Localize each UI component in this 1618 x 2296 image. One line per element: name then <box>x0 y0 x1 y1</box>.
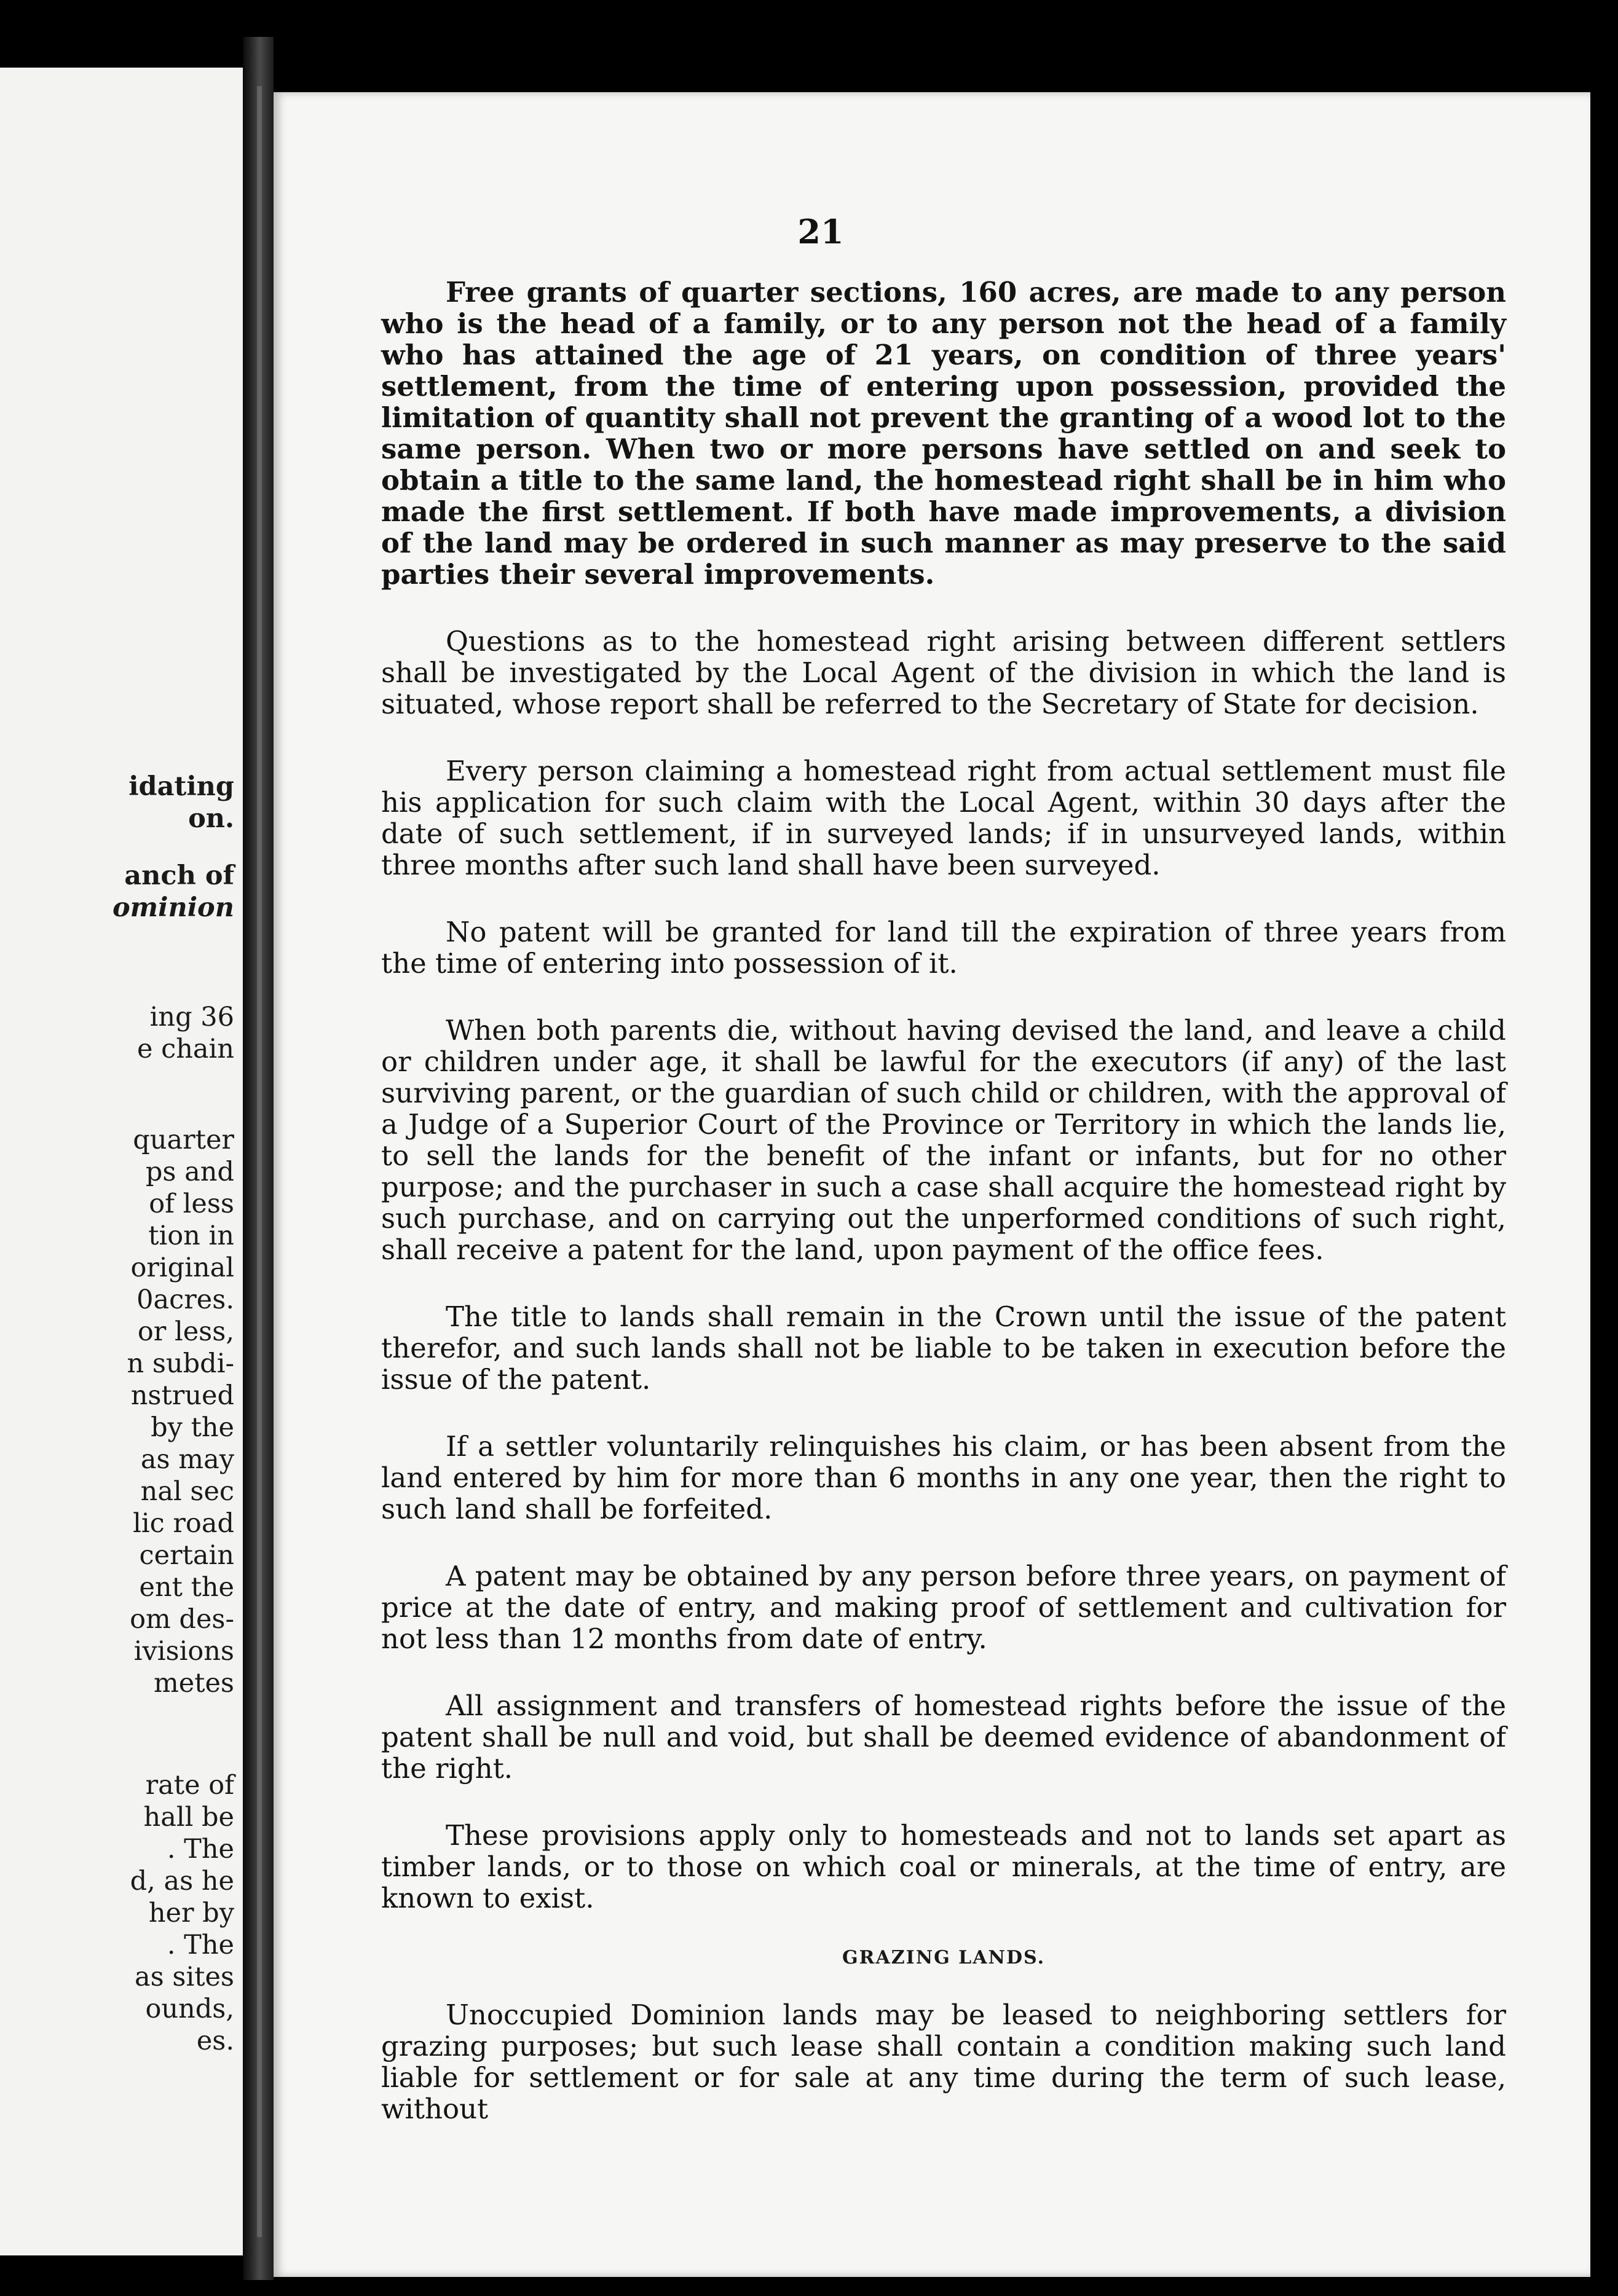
left-fragment: original <box>130 1252 234 1283</box>
left-fragment: metes <box>153 1668 234 1699</box>
left-fragment: . The <box>167 1930 234 1960</box>
paragraph-provisions: These provisions apply only to homesteads and not to lands set apart as timber lands, or to those on which coal or minerals, at the time of entry, are known to exist. <box>381 1819 1506 1914</box>
left-fragment: om des- <box>130 1604 234 1635</box>
page-body <box>381 277 1506 2160</box>
section-heading: GRAZING LANDS. <box>842 1947 1046 1968</box>
paragraph-grazing: Unoccupied Dominion lands may be leased to neighboring settlers for grazing purposes; but such lease shall contain a condition making such land liable for settlement or for sale at any time during the term of such lease, without <box>381 1999 1506 2125</box>
left-fragment: 0acres. <box>136 1284 234 1315</box>
left-fragment: tion in <box>148 1221 234 1251</box>
left-fragment: e chain <box>137 1034 234 1064</box>
paragraph-title-crown: The title to lands shall remain in the Crown until the issue of the patent therefor, and such lands shall not be liable to be taken in execution before the issue of the patent. <box>381 1300 1506 1396</box>
left-fragment: d, as he <box>130 1866 234 1897</box>
paragraph-claiming: Every person claiming a homestead right from actual settlement must file his application for such claim with the Local Agent, within 30 days after the date of such settlement, if in surveyed lands; if in unsurveyed lands, within three months after such land shall have been surveyed. <box>381 755 1506 881</box>
page-number: 21 <box>797 212 844 251</box>
left-fragment: or less, <box>137 1316 234 1347</box>
paragraph-parents: When both parents die, without having devised the land, and leave a child or children under age, it shall be lawful for the executors (if any) of the last surviving parent, or the guardian of such child or children, with the approval of a Judge of a Superior Court of the Province or Territory in which the lands lie, to sell the lands for the benefit of the infant or infants, but for no other purpose; and the purchaser in such a case shall acquire the homestead right by such purchase, and on carrying out the unperformed conditions of such right, shall receive a patent for the land, upon payment of the office fees. <box>381 1014 1506 1266</box>
binding-edge <box>257 86 262 2237</box>
left-fragment: nstrued <box>130 1380 234 1411</box>
left-fragment: as sites <box>135 1962 234 1992</box>
left-fragment: ing 36 <box>149 1002 234 1032</box>
left-fragment: anch of <box>124 860 234 891</box>
left-fragment: idating <box>128 771 234 802</box>
left-fragment: quarter <box>133 1125 234 1155</box>
left-fragment: . The <box>167 1834 234 1865</box>
paragraph-questions: Questions as to the homestead right arising between different settlers shall be investigated by the Local Agent of the division in which the land is situated, whose report shall be referred to the Secretary of State for decision. <box>381 625 1506 720</box>
left-fragment: nal sec <box>140 1476 234 1507</box>
left-fragment: certain <box>139 1540 234 1571</box>
left-fragment: of less <box>149 1189 234 1219</box>
left-facing-page <box>0 68 243 2255</box>
left-fragment: n subdi- <box>127 1348 234 1379</box>
left-fragment: ent the <box>139 1572 234 1603</box>
left-fragment: ominion <box>112 892 234 923</box>
paragraph-relinquish: If a settler voluntarily relinquishes his claim, or has been absent from the land entered by him for more than 6 months in any one year, then the right to such land shall be forfeited. <box>381 1430 1506 1525</box>
main-page <box>274 92 1590 2277</box>
left-fragment: lic road <box>133 1508 234 1539</box>
left-fragment: ounds, <box>145 1994 234 2024</box>
left-fragment: as may <box>140 1444 234 1475</box>
paragraph-patent-obtained: A patent may be obtained by any person before three years, on payment of price at the date of entry, and making proof of settlement and cultivation for not less than 12 months from date of entry. <box>381 1560 1506 1655</box>
left-fragment: her by <box>148 1898 234 1928</box>
paragraph-assignment: All assignment and transfers of homestead rights before the issue of the patent shall be null and void, but shall be deemed evidence of abandonment of the right. <box>381 1689 1506 1785</box>
paragraph-free-grants: Free grants of quarter sections, 160 acres, are made to any person who is the head of a family, or to any person not the head of a family who has attained the age of 21 years, on condition of three years' settlement, from the time of entering upon possession, provided the limitation of quantity shall not prevent the granting of a wood lot to the same person. When two or more persons have settled on and seek to obtain a title to the same land, the homestead right shall be in him who made the first settlement. If both have made improvements, a division of the land may be ordered in such manner as may preserve to the said parties their several improvements. <box>381 276 1506 591</box>
paragraph-no-patent: No patent will be granted for land till the expiration of three years from the time of entering into possession of it. <box>381 916 1506 980</box>
left-fragment: ps and <box>145 1157 234 1187</box>
left-fragment: hall be <box>143 1802 234 1833</box>
left-fragment: es. <box>196 2026 234 2056</box>
left-fragment: by the <box>151 1412 234 1443</box>
left-fragment: ivisions <box>133 1636 234 1667</box>
left-fragment: on. <box>188 803 234 834</box>
left-fragment: rate of <box>145 1770 234 1801</box>
